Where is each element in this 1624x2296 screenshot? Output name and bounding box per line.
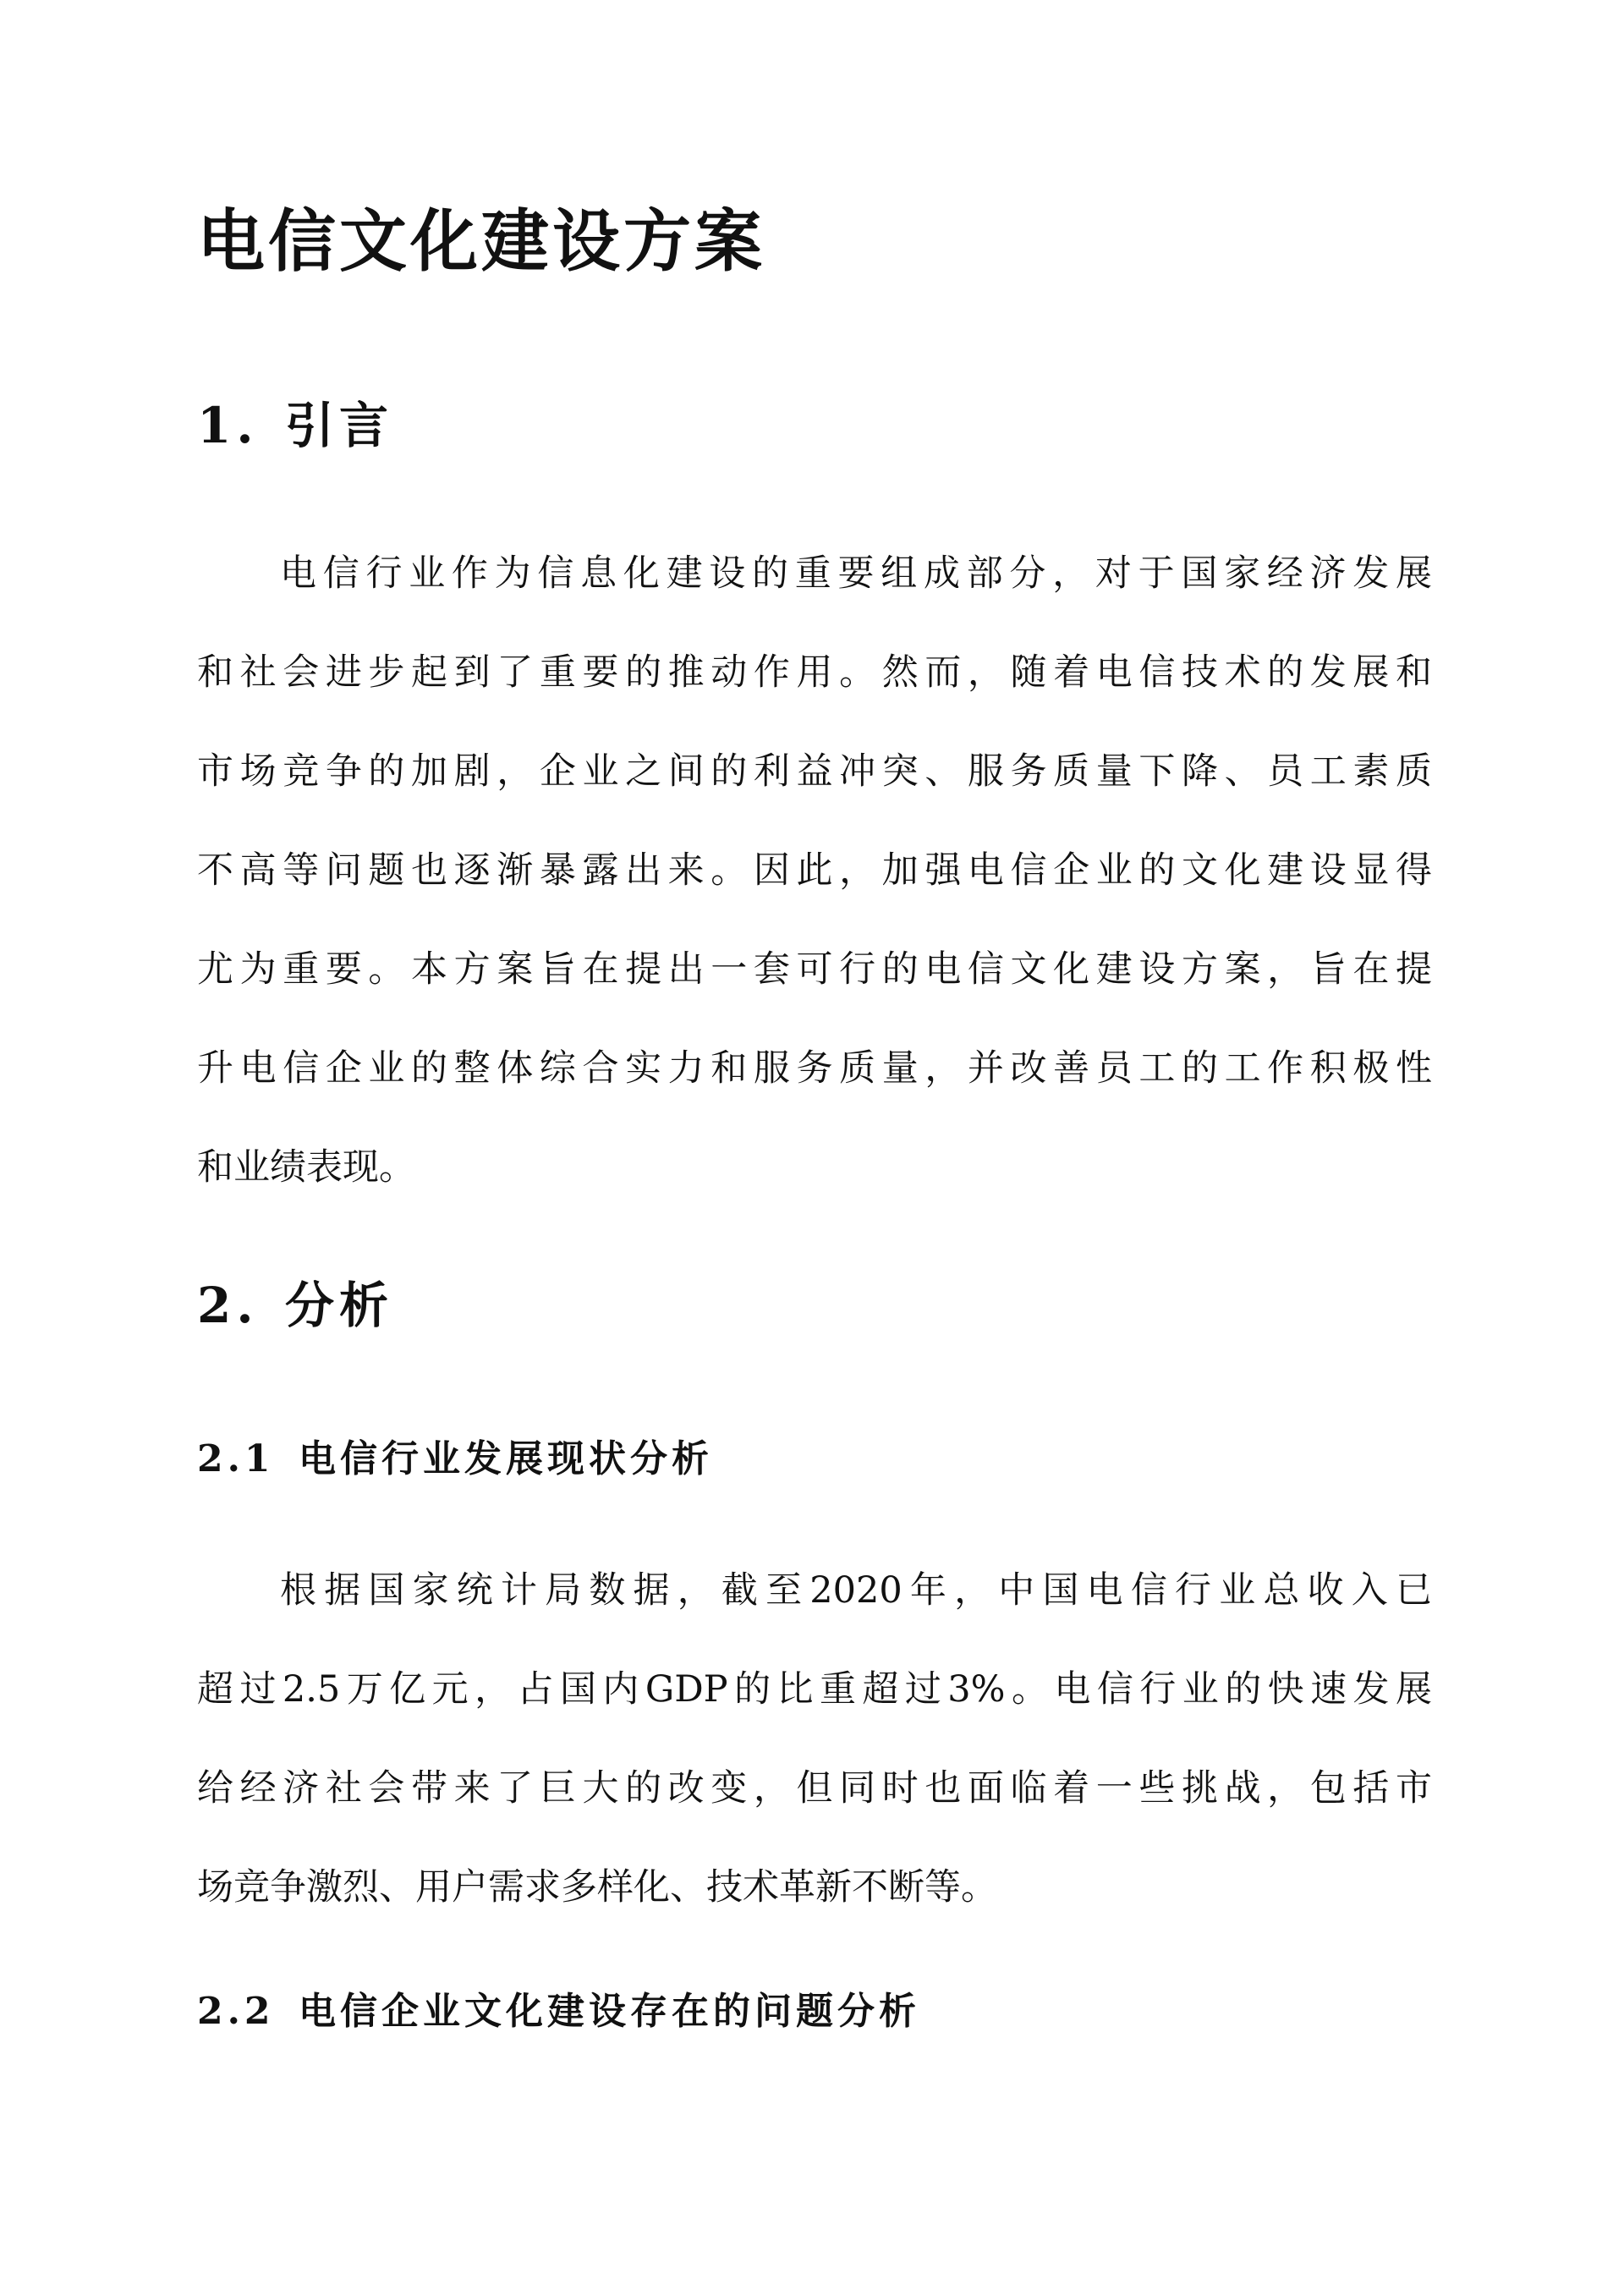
document-title: 电信文化建设方案	[197, 201, 765, 281]
subsection-heading-culture-problems	[197, 1986, 920, 2037]
subsection-number: 2.2	[197, 1990, 275, 2033]
section-heading-analysis	[197, 1276, 393, 1335]
section-number: 2.	[197, 1277, 259, 1334]
paragraph-line: 根据国家统计局数据，截至2020年，中国电信行业总收入已	[280, 1569, 1432, 1612]
paragraph-line: 市场竞争的加剧，企业之间的利益冲突、服务质量下降、员工素质	[197, 750, 1432, 793]
industry-status-paragraph	[197, 1541, 1432, 1937]
section-title: 分析	[285, 1277, 394, 1334]
subsection-title: 电信行业发展现状分析	[299, 1437, 713, 1480]
paragraph-line: 升电信企业的整体综合实力和服务质量，并改善员工的工作积极性	[197, 1047, 1432, 1090]
paragraph-line: 和社会进步起到了重要的推动作用。然而，随着电信技术的发展和	[197, 651, 1432, 694]
paragraph-line: 不高等问题也逐渐暴露出来。因此，加强电信企业的文化建设显得	[197, 849, 1432, 892]
paragraph-line: 电信行业作为信息化建设的重要组成部分，对于国家经济发展	[280, 552, 1432, 595]
paragraph-line: 超过2.5万亿元，占国内GDP的比重超过3%。电信行业的快速发展	[197, 1668, 1432, 1711]
paragraph-line: 给经济社会带来了巨大的改变，但同时也面临着一些挑战，包括市	[197, 1767, 1432, 1810]
subsection-title: 电信企业文化建设存在的问题分析	[299, 1990, 920, 2033]
introduction-paragraph	[197, 525, 1432, 1217]
paragraph-line: 和业绩表现。	[197, 1146, 415, 1189]
paragraph-line: 尤为重要。本方案旨在提出一套可行的电信文化建设方案，旨在提	[197, 948, 1432, 991]
section-title: 引言	[285, 397, 394, 454]
section-heading-introduction	[197, 396, 393, 455]
subsection-number: 2.1	[197, 1437, 275, 1480]
subsection-heading-industry-status	[197, 1434, 713, 1485]
section-number: 1.	[197, 397, 259, 454]
paragraph-line: 场竞争激烈、用户需求多样化、技术革新不断等。	[197, 1866, 997, 1909]
